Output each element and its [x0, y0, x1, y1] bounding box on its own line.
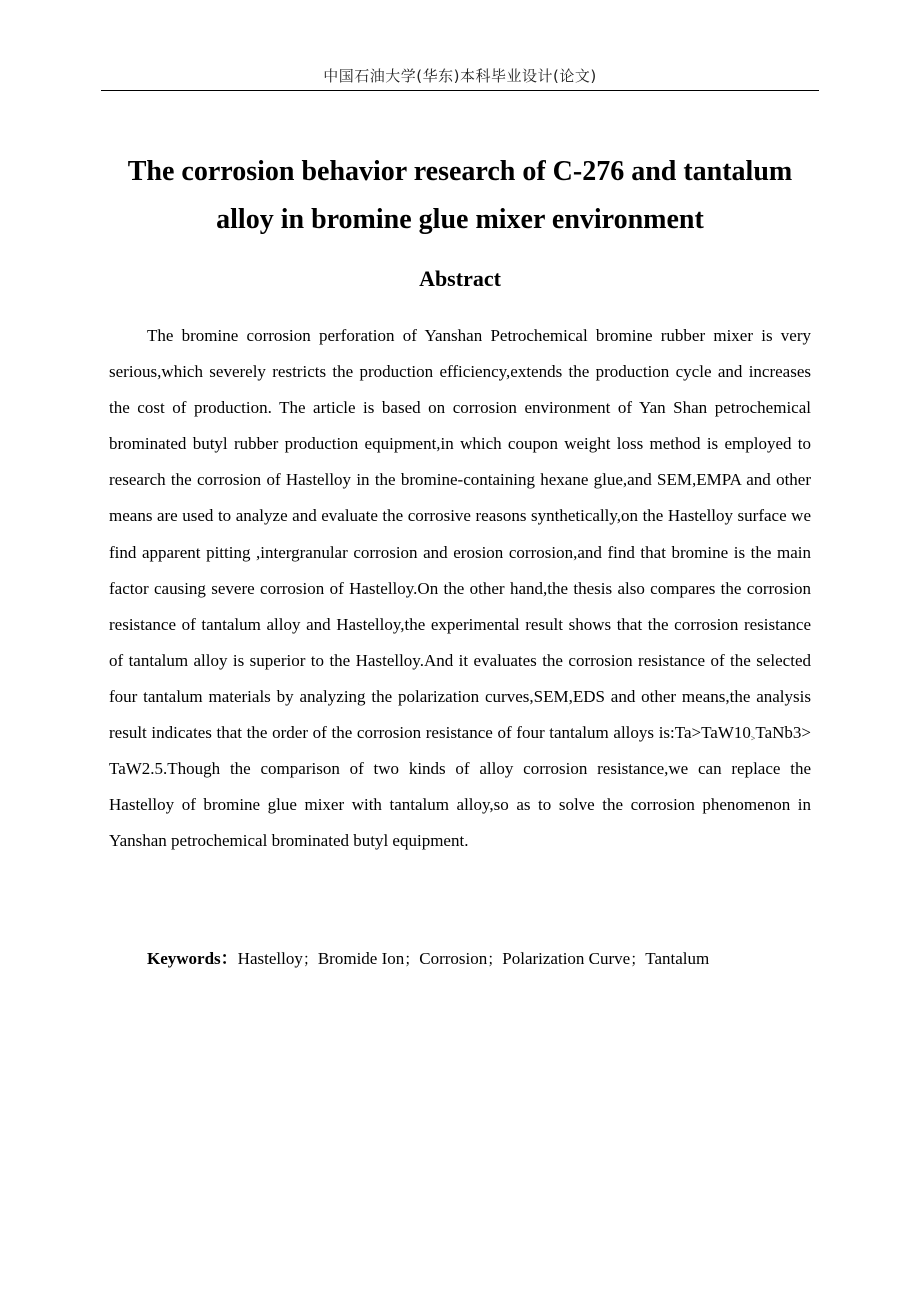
keyword-separator: ； — [404, 950, 420, 968]
page-header: 中国石油大学(华东)本科毕业设计(论文) — [323, 67, 597, 85]
keywords-line — [147, 945, 827, 973]
keyword-item: Tantalum — [645, 949, 710, 968]
abstract-body-part-1: The bromine corrosion perforation of Yanshan Petrochemical bromine rubber mixer is very serious,which severely restricts the production efficiency,extends the production cycle and increases the cost of production. The article is based on corrosion environment of Yan Shan petrochemical brominated butyl rubber production equipment,in which coupon weight loss method is employed to research the corrosion of Hastelloy in the bromine-containing hexane glue,and SEM,EMPA and other means are used to analyze and evaluate the corrosive reasons synthetically,on the Hastelloy surface we find apparent pitting ,intergranular corrosion and erosion corrosion,and find that bromine is the main factor causing severe corrosion of Hastelloy.On the other hand,the thesis also compares the corrosion resistance of tantalum alloy and Hastelloy,the experimental result shows that the corrosion resistance of tantalum alloy is superior to the Hastelloy.And it evaluates the corrosion resistance of the selected four tantalum materials by analyzing the polarization curves,SEM,EDS and other means,the analysis result indicates that the order of the corrosion resistance of four tantalum alloys is:Ta>TaW10 — [109, 326, 811, 743]
keyword-separator: ； — [302, 950, 318, 968]
keyword-separator: ； — [630, 950, 646, 968]
paper-title — [100, 148, 820, 244]
keyword-separator: ； — [487, 950, 503, 968]
header-divider — [101, 90, 819, 91]
keyword-item: Polarization Curve — [502, 949, 631, 968]
abstract-body-subscript: > — [750, 734, 756, 744]
paper-title-line-1: The corrosion behavior research of C-276 and tantalum — [127, 156, 793, 187]
keyword-item: Bromide Ion — [317, 949, 405, 968]
abstract-body-part-2: TaNb3> TaW2.5.Though the comparison of two kinds of alloy corrosion resistance,we can replace the Hastelloy of bromine glue mixer with tantalum alloy,so as to solve the corrosion phenomenon in Yanshan petrochemical brominated butyl equipment. — [109, 723, 811, 851]
keyword-item: Hastelloy — [237, 949, 303, 968]
keyword-item: Corrosion — [419, 949, 488, 968]
paper-title-line-2: alloy in bromine glue mixer environment — [216, 204, 704, 235]
abstract-body — [109, 318, 811, 859]
keywords-label: Keywords： — [147, 949, 238, 968]
abstract-heading: Abstract — [419, 266, 501, 291]
